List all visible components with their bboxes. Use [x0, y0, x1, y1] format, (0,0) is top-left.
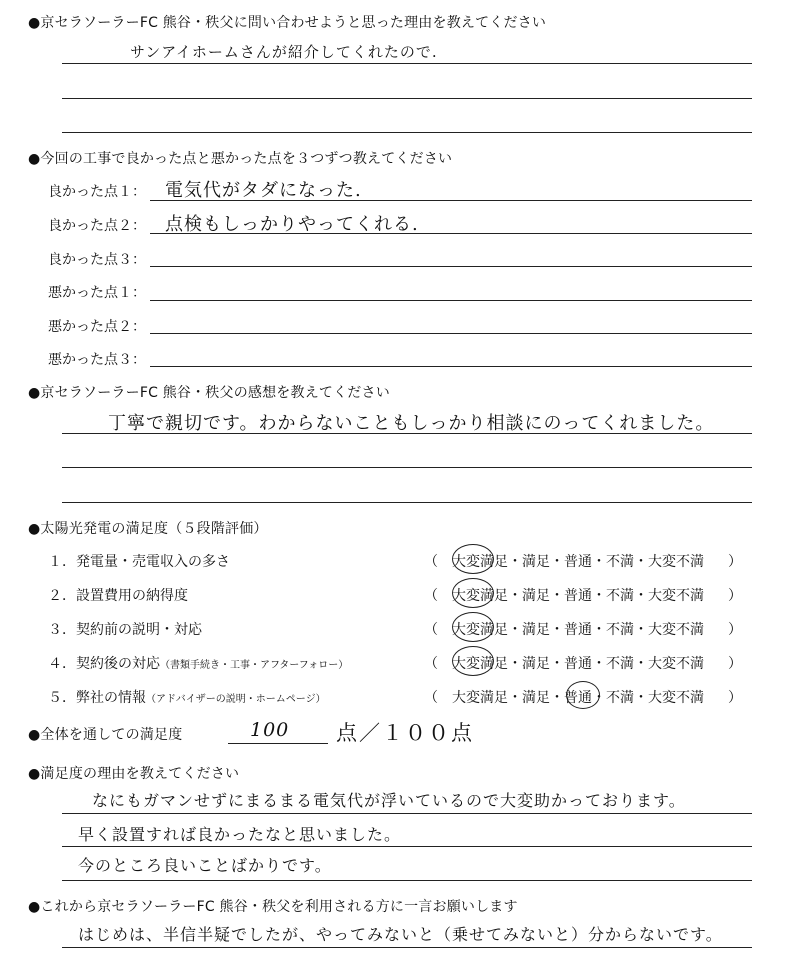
rating-item-5-sub: （アドバイザーの説明・ホームページ） — [146, 694, 326, 705]
answer-line — [150, 266, 752, 267]
answer-line — [150, 300, 752, 301]
scale-open-paren: （ — [424, 554, 438, 570]
answer-line — [62, 98, 752, 99]
answer-line — [62, 63, 752, 64]
bad-point-1-label: 悪かった点１： — [48, 285, 146, 301]
satisfaction-reason-line-3: 今のところ良いことばかりです。 — [78, 856, 332, 875]
scale-open-paren: （ — [424, 622, 438, 638]
good-point-3-label: 良かった点３： — [48, 252, 146, 268]
answer-line — [150, 366, 752, 367]
scale-close-paren: ） — [728, 622, 742, 638]
answer-line — [62, 813, 752, 814]
rating-item-2-scale: 大変満足・満足・普通・不満・大変不満 — [452, 588, 704, 604]
question-overall-score: ●全体を通しての満足度 — [28, 727, 183, 743]
scale-open-paren: （ — [424, 588, 438, 604]
rating-item-5-main: ５．弊社の情報 — [48, 690, 146, 706]
overall-score-value: 100 — [250, 719, 290, 741]
scale-close-paren: ） — [728, 656, 742, 672]
scale-close-paren: ） — [728, 554, 742, 570]
rating-item-3-label: ３．契約前の説明・対応 — [48, 622, 202, 638]
answer-line — [62, 846, 752, 847]
rating-item-4-scale: 大変満足・満足・普通・不満・大変不満 — [452, 656, 704, 672]
rating-item-1-scale: 大変満足・満足・普通・不満・大変不満 — [452, 554, 704, 570]
scale-close-paren: ） — [728, 690, 742, 706]
selected-circle-mark — [452, 578, 494, 608]
scale-close-paren: ） — [728, 588, 742, 604]
good-point-1-label: 良かった点１： — [48, 184, 146, 200]
rating-item-4-sub: （書類手続き・工事・アフターフォロー） — [160, 660, 349, 671]
selected-circle-mark — [452, 646, 494, 676]
answer-line — [62, 947, 752, 948]
overall-score-suffix: 点／１００点 — [336, 721, 474, 745]
answer-line — [62, 502, 752, 503]
answer-line — [62, 880, 752, 881]
question-good-bad-points: ●今回の工事で良かった点と悪かった点を３つずつ教えてください — [28, 151, 453, 167]
bad-point-3-label: 悪かった点３： — [48, 352, 146, 368]
message-to-others-answer: はじめは、半信半疑でしたが、やってみないと（乗せてみないと）分からないです。 — [78, 925, 723, 944]
good-point-2-label: 良かった点２： — [48, 218, 146, 234]
question-satisfaction-rating: ●太陽光発電の満足度（５段階評価） — [28, 521, 268, 537]
answer-inquiry-reason: サンアイホームさんが紹介してくれたので. — [130, 43, 438, 61]
rating-item-1-label: １．発電量・売電収入の多さ — [48, 554, 230, 570]
question-message-to-others: ●これから京セラソーラーFC 熊谷・秩父を利用される方に一言お願いします — [28, 899, 518, 915]
question-inquiry-reason: ●京セラソーラーFC 熊谷・秩父に問い合わせようと思った理由を教えてください — [28, 15, 547, 31]
answer-line — [150, 233, 752, 234]
answer-line — [62, 467, 752, 468]
rating-item-4-label — [48, 653, 348, 673]
question-satisfaction-reason: ●満足度の理由を教えてください — [28, 766, 240, 782]
answer-impression: 丁寧で親切です。わからないこともしっかり相談にのってくれました。 — [108, 413, 715, 434]
rating-item-5-scale: 大変満足・満足・普通・不満・大変不満 — [452, 690, 704, 706]
selected-circle-mark — [566, 681, 600, 709]
selected-circle-mark — [452, 612, 494, 642]
rating-item-5-label — [48, 687, 326, 707]
rating-item-3-scale: 大変満足・満足・普通・不満・大変不満 — [452, 622, 704, 638]
scale-open-paren: （ — [424, 656, 438, 672]
scale-open-paren: （ — [424, 690, 438, 706]
answer-line — [62, 132, 752, 133]
rating-item-2-label: ２．設置費用の納得度 — [48, 588, 188, 604]
answer-line — [62, 433, 752, 434]
answer-line — [150, 333, 752, 334]
question-impression: ●京セラソーラーFC 熊谷・秩父の感想を教えてください — [28, 385, 390, 401]
satisfaction-reason-line-1: なにもガマンせずにまるまる電気代が浮いているので大変助かっております。 — [92, 791, 686, 810]
selected-circle-mark — [452, 544, 494, 574]
good-point-2-answer: 点検もしっかりやってくれる. — [165, 214, 419, 235]
rating-item-4-main: ４．契約後の対応 — [48, 656, 160, 672]
score-underline — [228, 743, 328, 744]
satisfaction-reason-line-2: 早く設置すれば良かったなと思いました。 — [78, 825, 402, 844]
good-point-1-answer: 電気代がタダになった. — [165, 180, 362, 201]
answer-line — [150, 200, 752, 201]
bad-point-2-label: 悪かった点２： — [48, 319, 146, 335]
